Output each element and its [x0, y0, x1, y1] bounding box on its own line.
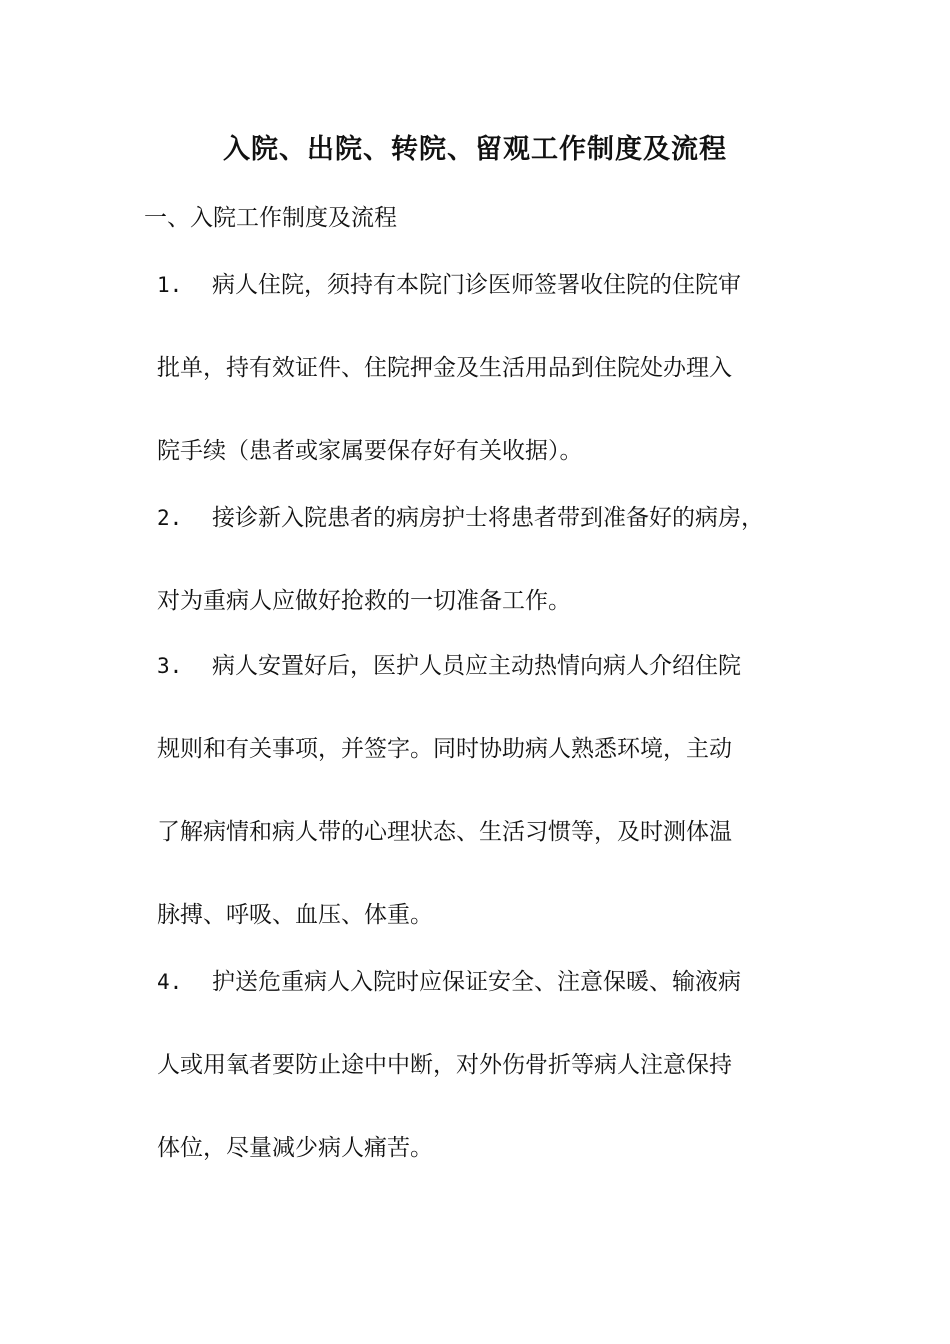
item-text: 病人安置好后，医护人员应主动热情向病人介绍住院: [212, 653, 741, 679]
item-3-line-3: 了解病情和病人带的心理状态、生活习惯等，及时测体温: [157, 819, 732, 845]
item-4-line-3: 体位，尽量减少病人痛苦。: [157, 1135, 433, 1161]
item-number: 4.: [157, 970, 183, 994]
item-text: 护送危重病人入院时应保证安全、注意保暖、输液病: [212, 969, 741, 995]
item-1-line-1: [157, 265, 741, 305]
section-heading: 一、入院工作制度及流程: [144, 205, 397, 231]
item-number: 1.: [157, 273, 183, 297]
item-text: 病人住院，须持有本院门诊医师签署收住院的住院审: [212, 272, 741, 298]
item-1-line-2: 批单，持有效证件、住院押金及生活用品到住院处办理入: [157, 355, 732, 381]
item-number: 3.: [157, 654, 183, 678]
item-3-line-1: [157, 646, 741, 686]
item-text: 接诊新入院患者的病房护士将患者带到准备好的病房，: [212, 505, 764, 531]
document-title: 入院、出院、转院、留观工作制度及流程: [223, 134, 727, 165]
item-3-line-4: 脉搏、呼吸、血压、体重。: [157, 902, 433, 928]
item-3-line-2: 规则和有关事项，并签字。同时协助病人熟悉环境，主动: [157, 736, 732, 762]
item-2-line-1: [157, 498, 764, 538]
item-2-line-2: 对为重病人应做好抢救的一切准备工作。: [157, 588, 571, 614]
item-4-line-2: 人或用氧者要防止途中中断，对外伤骨折等病人注意保持: [157, 1052, 732, 1078]
item-number: 2.: [157, 506, 183, 530]
item-1-line-3: 院手续（患者或家属要保存好有关收据）。: [157, 438, 583, 464]
item-4-line-1: [157, 962, 741, 1002]
